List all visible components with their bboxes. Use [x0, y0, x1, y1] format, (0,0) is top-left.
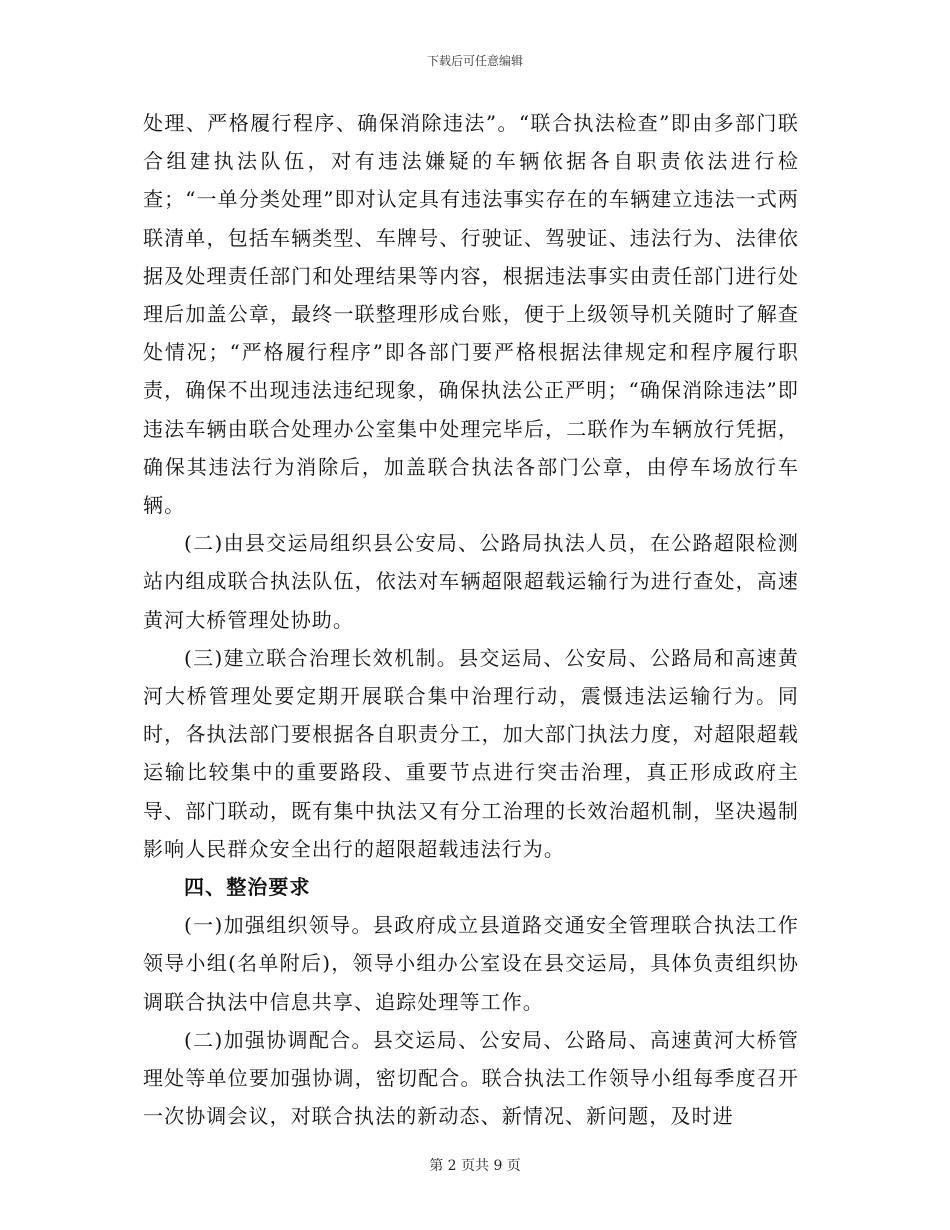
paragraph-requirement-2: (二)加强协调配合。县交运局、公安局、公路局、高速黄河大桥管理处等单位要加强协调，密切配合。联合执法工作领导小组每季度召开一次协调会议，对联合执法的新动态、新情况、新问题，及时进: [143, 1027, 799, 1129]
document-body: [143, 104, 799, 1135]
paragraph-item-2: (二)由县交运局组织县公安局、公路局执法人员，在公路超限检测站内组成联合执法队伍，依法对车辆超限超载运输行为进行查处，高速黄河大桥管理处协助。: [143, 531, 799, 632]
page-number: 第 2 页共 9 页: [429, 1158, 521, 1174]
paragraph-item-3: (三)建立联合治理长效机制。县交运局、公安局、公路局和高速黄河大桥管理处要定期开展联合集中治理行动，震慑违法运输行为。同时，各执法部门要根据各自职责分工，加大部门执法力度，对超限超载运输比较集中的重要路段、重要节点进行突击治理，真正形成政府主导、部门联动，既有集中执法又有分工治理的长效治超机制，坚决遏制影响人民群众安全出行的超限超载违法行为。: [143, 645, 799, 861]
paragraph-continuation: 处理、严格履行程序、确保消除违法”。“联合执法检查”即由多部门联合组建执法队伍，对有违法嫌疑的车辆依据各自职责依法进行检查；“一单分类处理”即对认定具有违法事实存在的车辆建立违法一式两联清单，包括车辆类型、车牌号、行驶证、驾驶证、违法行为、法律依据及处理责任部门和处理结果等内容，根据违法事实由责任部门进行处理后加盖公章，最终一联整理形成台账，便于上级领导机关随时了解查处情况；“严格履行程序”即各部门要严格根据法律规定和程序履行职责，确保不出现违法违纪现象，确保执法公正严明；“确保消除违法”即违法车辆由联合处理办公室集中处理完毕后，二联作为车辆放行凭据，确保其违法行为消除后，加盖联合执法各部门公章，由停车场放行车辆。: [143, 111, 799, 518]
paragraph-requirement-1: (一)加强组织领导。县政府成立县道路交通安全管理联合执法工作领导小组(名单附后)，领导小组办公室设在县交运局，具体负责组织协调联合执法中信息共享、追踪处理等工作。: [143, 913, 799, 1014]
section-heading: 四、整治要求: [184, 875, 311, 900]
page-header: 下载后可任意编辑: [426, 54, 523, 68]
